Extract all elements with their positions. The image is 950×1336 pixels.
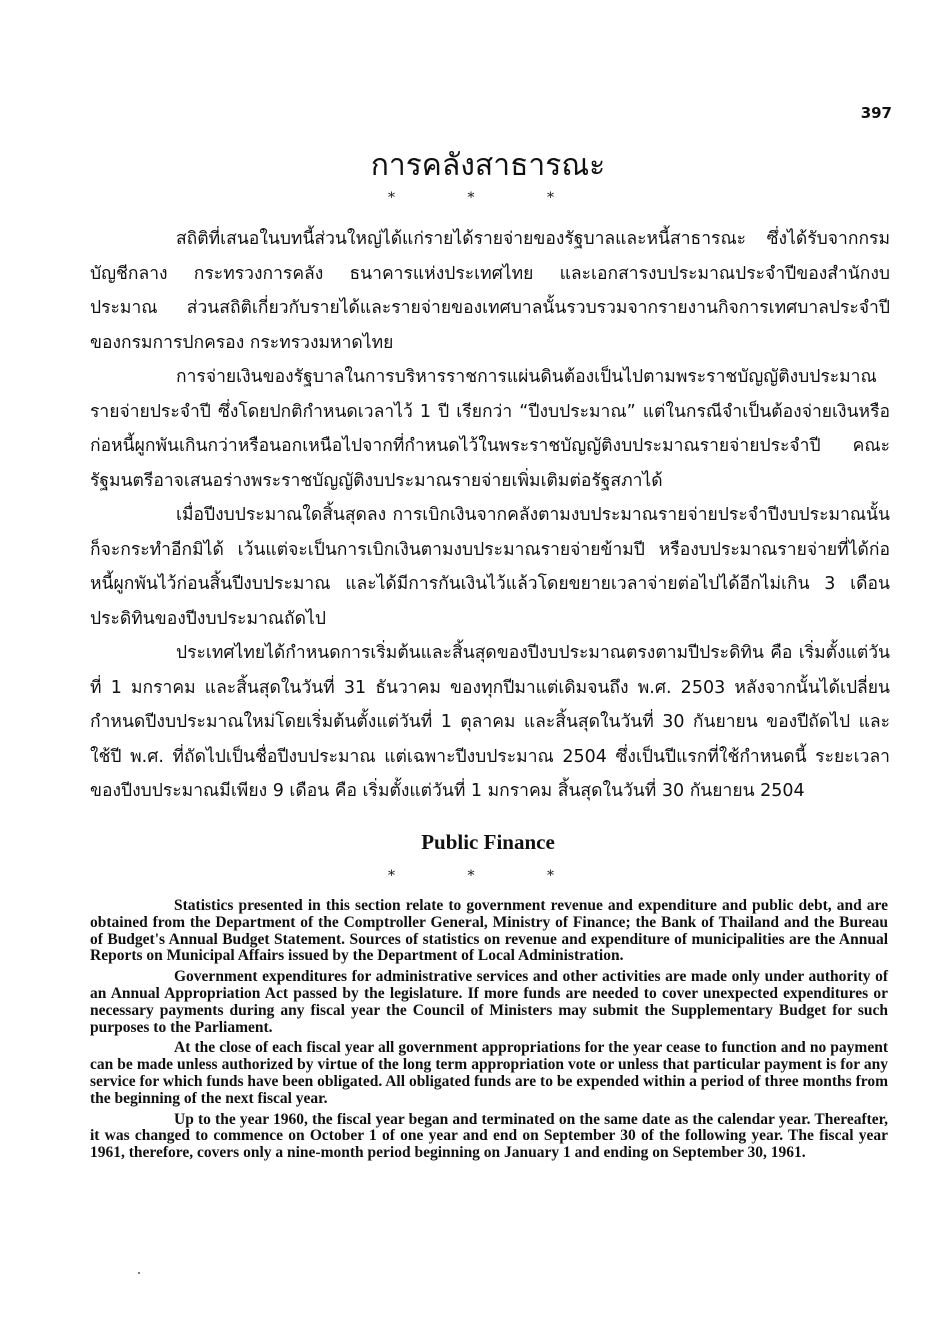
english-section-body: [90, 898, 888, 1166]
scan-speck: [138, 1272, 140, 1274]
page-number: 397: [860, 104, 892, 122]
thai-paragraph-2: การจ่ายเงินของรัฐบาลในการบริหารราชการแผ่นดินต้องเป็นไปตามพระราชบัญญัติงบประมาณรายจ่ายประจำปี ซึ่งโดยปกติกำหนดเวลาไว้ 1 ปี เรียกว่า “ปีงบประมาณ” แต่ในกรณีจำเป็นต้องจ่ายเงินหรือก่อหนี้ผูกพันเกินกว่าหรือนอกเหนือไปจากที่กำหนดไว้ในพระราชบัญญัติงบประมาณรายจ่ายประจำปี คณะรัฐมนตรีอาจเสนอร่างพระราชบัญญัติงบประมาณรายจ่ายเพิ่มเติมต่อรัฐสภาได้: [90, 367, 890, 491]
english-section-title: Public Finance: [421, 830, 555, 854]
thai-section-body: [90, 222, 890, 809]
english-paragraph-1: Statistics presented in this section relate to government revenue and expenditure and public debt, and are obtained from the Department of the Comptroller General, Ministry of Finance; the Bank of Thailand and the Bureau of Budget's Annual Budget Statement. Sources of statistics on revenue and expenditure of municipalities are the Annual Reports on Municipal Affairs issued by the Department of Local Administration.: [90, 897, 888, 965]
thai-paragraph-4: ประเทศไทยได้กำหนดการเริ่มต้นและสิ้นสุดของปีงบประมาณตรงตามปีประดิทิน คือ เริ่มตั้งแต่วันที่ 1 มกราคม และสิ้นสุดในวันที่ 31 ธันวาคม ของทุกปีมาแต่เดิมจนถึง พ.ศ. 2503 หลังจากนั้นได้เปลี่ยนกำหนดปีงบประมาณใหม่โดยเริ่มต้นตั้งแต่วันที่ 1 ตุลาคม และสิ้นสุดในวันที่ 30 กันยายน ของปีถัดไป และใช้ปี พ.ศ. ที่ถัดไปเป็นชื่อปีงบประมาณ แต่เฉพาะปีงบประมาณ 2504 ซึ่งเป็นปีแรกที่ใช้กำหนดนี้ ระยะเวลาของปีงบประมาณมีเพียง 9 เดือน คือ เริ่มตั้งแต่วันที่ 1 มกราคม สิ้นสุดในวันที่ 30 กันยายน 2504: [90, 643, 890, 801]
thai-paragraph-1: สถิติที่เสนอในบทนี้ส่วนใหญ่ได้แก่รายได้รายจ่ายของรัฐบาลและหนี้สาธารณะ ซึ่งได้รับจากกรมบัญชีกลาง กระทรวงการคลัง ธนาคารแห่งประเทศไทย และเอกสารงบประมาณประจำปีของสำนักงบประมาณ ส่วนสถิติเกี่ยวกับรายได้และรายจ่ายของเทศบาลนั้นรวบรวมจากรายงานกิจการเทศบาลประจำปีของกรมการปกครอง กระทรวงมหาดไทย: [90, 229, 890, 353]
english-paragraph-4: Up to the year 1960, the fiscal year began and terminated on the same date as the calendar year. Thereafter, it was changed to commence on October 1 of one year and end on September 30 of the following year. The fiscal year 1961, therefore, covers only a nine-month period beginning on January 1 and ending on September 30, 1961.: [90, 1110, 888, 1162]
thai-title-ornament: * * *: [388, 190, 588, 206]
english-title-ornament: * * *: [388, 868, 588, 884]
thai-paragraph-3: เมื่อปีงบประมาณใดสิ้นสุดลง การเบิกเงินจากคลังตามงบประมาณรายจ่ายประจำปีงบประมาณนั้นก็จะกระทำอีกมิได้ เว้นแต่จะเป็นการเบิกเงินตามงบประมาณรายจ่ายข้ามปี หรืองบประมาณรายจ่ายที่ได้ก่อหนี้ผูกพันไว้ก่อนสิ้นปีงบประมาณ และได้มีการกันเงินไว้แล้วโดยขยายเวลาจ่ายต่อไปได้อีกไม่เกิน 3 เดือนประดิทินของปีงบประมาณถัดไป: [90, 505, 890, 629]
english-paragraph-2: Government expenditures for administrative services and other activities are made only under authority of an Annual Appropriation Act passed by the legislature. If more funds are needed to cover unexpected expenditures or necessary payments during any fiscal year the Council of Ministers may submit the Supplementary Budget for such purposes to the Parliament.: [90, 968, 888, 1036]
english-paragraph-3: At the close of each fiscal year all government appropriations for the year cease to function and no payment can be made unless authorized by virtue of the long term appropriation vote or unless that particular payment is for any service for which funds have been obligated. All obligated funds are to be expended within a period of three months from the beginning of the next fiscal year.: [90, 1039, 888, 1107]
thai-section-title: การคลังสาธารณะ: [370, 148, 606, 183]
